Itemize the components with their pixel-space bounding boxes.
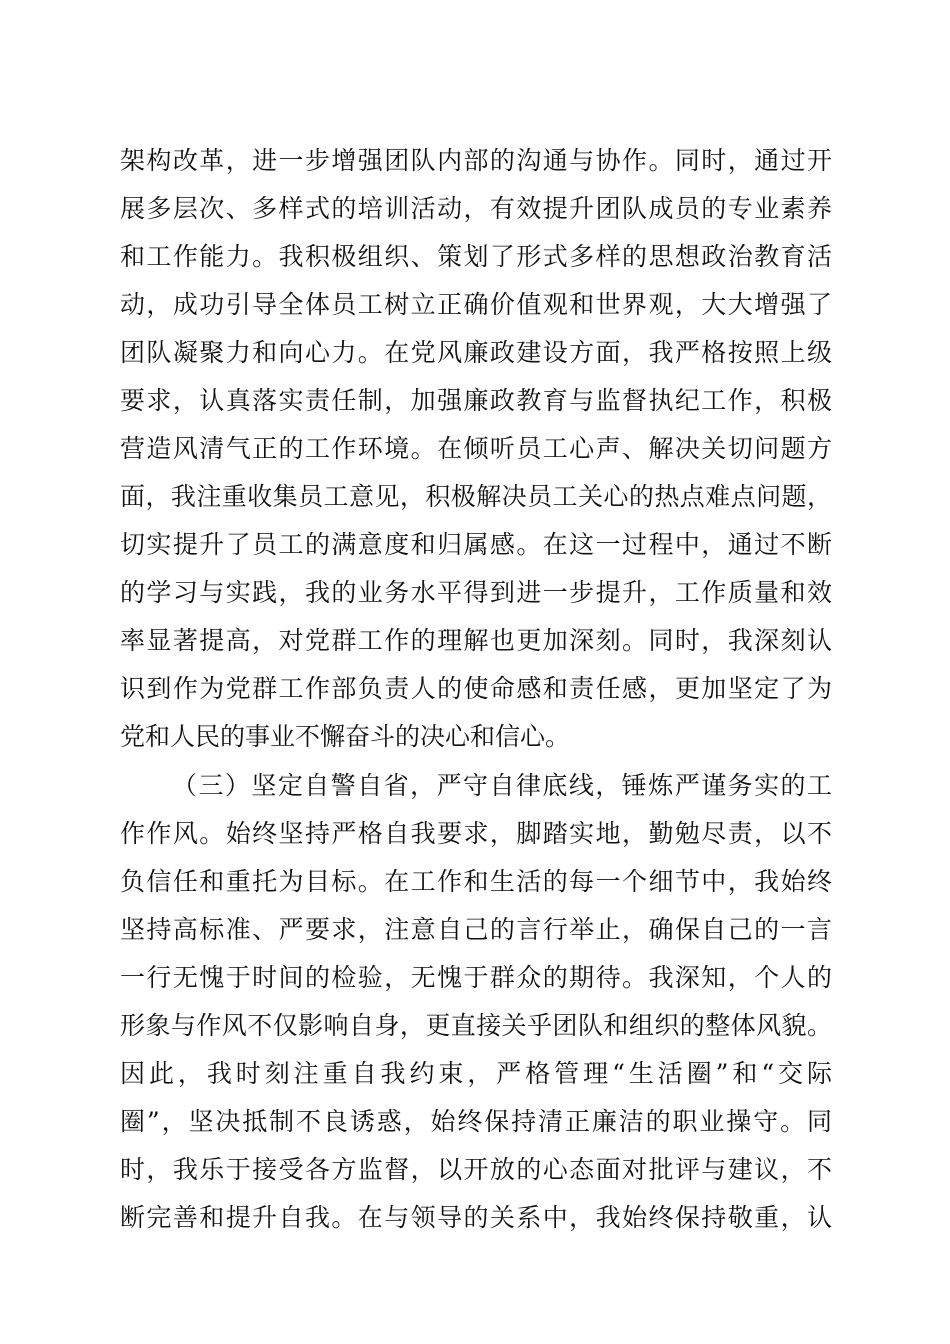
body-text-line: 圈”，坚决抵制不良诱惑，始终保持清正廉洁的职业操守。同: [120, 1107, 832, 1136]
body-text-line: 断完善和提升自我。在与领导的关系中，我始终保持敬重，认: [120, 1203, 832, 1232]
body-text-line: 动，成功引导全体员工树立正确价值观和世界观，大大增强了: [120, 290, 832, 319]
body-text-line: 识到作为党群工作部负责人的使命感和责任感，更加坚定了为: [120, 674, 832, 703]
section-heading-line: （三）坚定自警自省，严守自律底线，锤炼严谨务实的工: [172, 771, 832, 800]
body-text-line: 展多层次、多样式的培训活动，有效提升团队成员的专业素养: [120, 194, 832, 223]
body-text-line: 要求，认真落实责任制，加强廉政教育与监督执纪工作，积极: [120, 386, 832, 415]
body-text-line: 架构改革，进一步增强团队内部的沟通与协作。同时，通过开: [120, 146, 832, 175]
body-text-line: 营造风清气正的工作环境。在倾听员工心声、解决关切问题方: [120, 434, 832, 463]
body-text-line: 坚持高标准、严要求，注意自己的言行举止，确保自己的一言: [120, 915, 832, 944]
body-text-line: 和工作能力。我积极组织、策划了形式多样的思想政治教育活: [120, 242, 832, 271]
body-text-line: 切实提升了员工的满意度和归属感。在这一过程中，通过不断: [120, 530, 832, 559]
body-text-line: 形象与作风不仅影响自身，更直接关乎团队和组织的整体风貌。: [120, 1011, 832, 1040]
body-text-line: 面，我注重收集员工意见，积极解决员工关心的热点难点问题，: [120, 482, 832, 511]
body-text-line: 时，我乐于接受各方监督，以开放的心态面对批评与建议，不: [120, 1155, 832, 1184]
body-text-line: 的学习与实践，我的业务水平得到进一步提升，工作质量和效: [120, 578, 832, 607]
body-text-line: 负信任和重托为目标。在工作和生活的每一个细节中，我始终: [120, 867, 832, 896]
body-text-line: 因此，我时刻注重自我约束，严格管理“生活圈”和“交际: [120, 1059, 832, 1088]
body-text-line: 一行无愧于时间的检验，无愧于群众的期待。我深知，个人的: [120, 963, 832, 992]
body-text-line: 团队凝聚力和向心力。在党风廉政建设方面，我严格按照上级: [120, 338, 832, 367]
body-text-line: 率显著提高，对党群工作的理解也更加深刻。同时，我深刻认: [120, 626, 832, 655]
body-text-line: 党和人民的事业不懈奋斗的决心和信心。: [120, 722, 571, 751]
body-text-line: 作作风。始终坚持严格自我要求，脚踏实地，勤勉尽责，以不: [120, 819, 832, 848]
